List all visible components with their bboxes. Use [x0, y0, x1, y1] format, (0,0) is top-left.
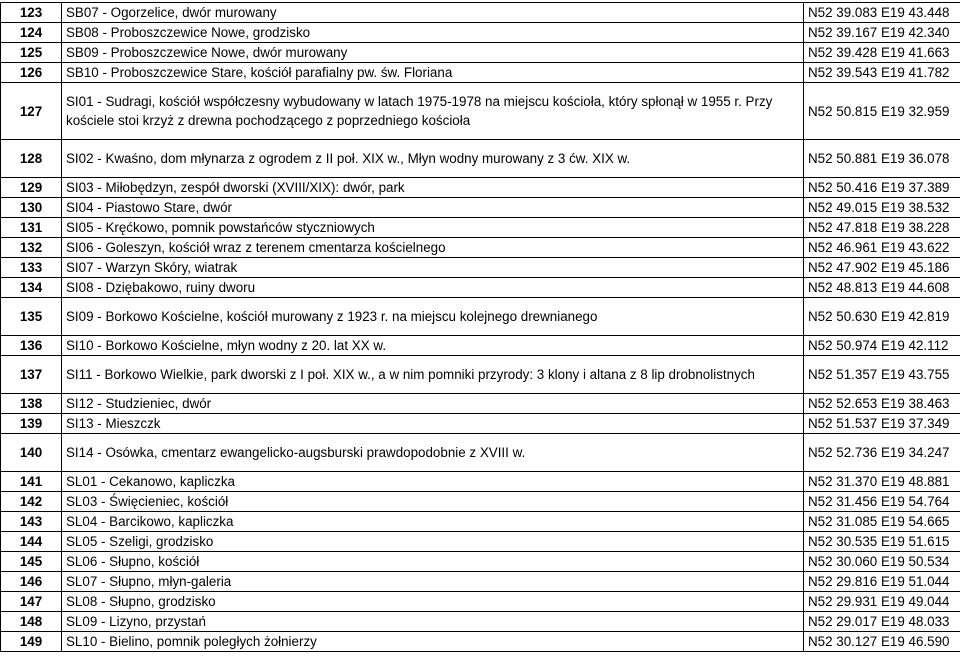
description-cell: SI08 - Dziębakowo, ruiny dworu: [62, 278, 804, 298]
table-row: [1, 552, 960, 572]
coordinates-cell: N52 47.818 E19 38.228: [804, 218, 960, 238]
coordinates-cell: N52 39.167 E19 42.340: [804, 23, 960, 43]
row-number-cell: 141: [1, 472, 62, 492]
table-row: [1, 3, 960, 23]
description-cell: SL03 - Święcieniec, kościół: [62, 492, 804, 512]
table-row: [1, 83, 960, 140]
description-cell: SI12 - Studzieniec, dwór: [62, 394, 804, 414]
table-row: [1, 298, 960, 336]
coordinates-cell: N52 50.815 E19 32.959: [804, 83, 960, 140]
coordinates-cell: N52 50.881 E19 36.078: [804, 140, 960, 178]
row-number-cell: 142: [1, 492, 62, 512]
coordinates-cell: N52 29.017 E19 48.033: [804, 612, 960, 632]
table-row: [1, 23, 960, 43]
description-cell: SL09 - Lizyno, przystań: [62, 612, 804, 632]
coordinates-cell: N52 30.127 E19 46.590: [804, 632, 960, 652]
description-cell: SL01 - Cekanowo, kapliczka: [62, 472, 804, 492]
table-row: [1, 414, 960, 434]
description-cell: SB10 - Proboszczewice Stare, kościół parafialny pw. św. Floriana: [62, 63, 804, 83]
description-cell: SB07 - Ogorzelice, dwór murowany: [62, 3, 804, 23]
description-cell: SL08 - Słupno, grodzisko: [62, 592, 804, 612]
row-number-cell: 128: [1, 140, 62, 178]
coordinates-cell: N52 50.630 E19 42.819: [804, 298, 960, 336]
description-cell: SI03 - Miłobędzyn, zespół dworski (XVIII/XIX): dwór, park: [62, 178, 804, 198]
table-body: [1, 3, 960, 652]
description-cell: SI09 - Borkowo Kościelne, kościół murowany z 1923 r. na miejscu kolejnego drewnianego: [62, 298, 804, 336]
row-number-cell: 145: [1, 552, 62, 572]
row-number-cell: 148: [1, 612, 62, 632]
row-number-cell: 124: [1, 23, 62, 43]
coordinates-cell: N52 51.537 E19 37.349: [804, 414, 960, 434]
table-row: [1, 572, 960, 592]
coordinates-cell: N52 39.543 E19 41.782: [804, 63, 960, 83]
coordinates-cell: N52 50.416 E19 37.389: [804, 178, 960, 198]
row-number-cell: 133: [1, 258, 62, 278]
coordinates-cell: N52 50.974 E19 42.112: [804, 336, 960, 356]
coordinates-cell: N52 29.931 E19 49.044: [804, 592, 960, 612]
description-cell: SL04 - Barcikowo, kapliczka: [62, 512, 804, 532]
table-row: [1, 632, 960, 652]
row-number-cell: 137: [1, 356, 62, 394]
description-cell: SB09 - Proboszczewice Nowe, dwór murowany: [62, 43, 804, 63]
coordinates-cell: N52 31.085 E19 54.665: [804, 512, 960, 532]
coordinates-cell: N52 39.428 E19 41.663: [804, 43, 960, 63]
row-number-cell: 126: [1, 63, 62, 83]
table-row: [1, 532, 960, 552]
coordinates-cell: N52 52.653 E19 38.463: [804, 394, 960, 414]
description-cell: SL06 - Słupno, kościół: [62, 552, 804, 572]
description-cell: SI01 - Sudragi, kościół współczesny wybudowany w latach 1975-1978 na miejscu kościoła, który spłonął w 1955 r. Przy kościele stoi krzyż z drewna pochodzącego z poprzedniego kościoła: [62, 83, 804, 140]
description-cell: SL10 - Bielino, pomnik poległych żołnierzy: [62, 632, 804, 652]
row-number-cell: 138: [1, 394, 62, 414]
coordinates-cell: N52 31.370 E19 48.881: [804, 472, 960, 492]
description-cell: SI06 - Goleszyn, kościół wraz z terenem cmentarza kościelnego: [62, 238, 804, 258]
coordinates-cell: N52 30.535 E19 51.615: [804, 532, 960, 552]
row-number-cell: 129: [1, 178, 62, 198]
row-number-cell: 123: [1, 3, 62, 23]
monument-table: [0, 2, 960, 652]
description-cell: SI11 - Borkowo Wielkie, park dworski z I poł. XIX w., a w nim pomniki przyrody: 3 klony i altana z 8 lip drobnolistnych: [62, 356, 804, 394]
coordinates-cell: N52 29.816 E19 51.044: [804, 572, 960, 592]
table-row: [1, 592, 960, 612]
coordinates-cell: N52 46.961 E19 43.622: [804, 238, 960, 258]
row-number-cell: 143: [1, 512, 62, 532]
coordinates-cell: N52 49.015 E19 38.532: [804, 198, 960, 218]
description-cell: SI07 - Warzyn Skóry, wiatrak: [62, 258, 804, 278]
row-number-cell: 136: [1, 336, 62, 356]
row-number-cell: 146: [1, 572, 62, 592]
description-cell: SL07 - Słupno, młyn-galeria: [62, 572, 804, 592]
table-row: [1, 218, 960, 238]
table-row: [1, 356, 960, 394]
table-row: [1, 198, 960, 218]
row-number-cell: 144: [1, 532, 62, 552]
table-row: [1, 492, 960, 512]
description-cell: SB08 - Proboszczewice Nowe, grodzisko: [62, 23, 804, 43]
row-number-cell: 127: [1, 83, 62, 140]
table-row: [1, 336, 960, 356]
table-row: [1, 238, 960, 258]
description-cell: SL05 - Szeligi, grodzisko: [62, 532, 804, 552]
row-number-cell: 139: [1, 414, 62, 434]
table-row: [1, 178, 960, 198]
row-number-cell: 134: [1, 278, 62, 298]
table-row: [1, 472, 960, 492]
row-number-cell: 125: [1, 43, 62, 63]
row-number-cell: 149: [1, 632, 62, 652]
row-number-cell: 140: [1, 434, 62, 472]
table-row: [1, 512, 960, 532]
coordinates-cell: N52 30.060 E19 50.534: [804, 552, 960, 572]
table-row: [1, 63, 960, 83]
coordinates-cell: N52 31.456 E19 54.764: [804, 492, 960, 512]
coordinates-cell: N52 51.357 E19 43.755: [804, 356, 960, 394]
description-cell: SI14 - Osówka, cmentarz ewangelicko-augsburski prawdopodobnie z XVIII w.: [62, 434, 804, 472]
coordinates-cell: N52 47.902 E19 45.186: [804, 258, 960, 278]
table-row: [1, 394, 960, 414]
description-cell: SI13 - Mieszczk: [62, 414, 804, 434]
table-row: [1, 434, 960, 472]
coordinates-cell: N52 39.083 E19 43.448: [804, 3, 960, 23]
description-cell: SI05 - Kręćkowo, pomnik powstańców styczniowych: [62, 218, 804, 238]
table-row: [1, 140, 960, 178]
row-number-cell: 130: [1, 198, 62, 218]
description-cell: SI02 - Kwaśno, dom młynarza z ogrodem z II poł. XIX w., Młyn wodny murowany z 3 ćw. XIX w.: [62, 140, 804, 178]
row-number-cell: 147: [1, 592, 62, 612]
row-number-cell: 131: [1, 218, 62, 238]
description-cell: SI10 - Borkowo Kościelne, młyn wodny z 20. lat XX w.: [62, 336, 804, 356]
row-number-cell: 132: [1, 238, 62, 258]
coordinates-cell: N52 52.736 E19 34.247: [804, 434, 960, 472]
table-row: [1, 278, 960, 298]
coordinates-cell: N52 48.813 E19 44.608: [804, 278, 960, 298]
table-row: [1, 612, 960, 632]
row-number-cell: 135: [1, 298, 62, 336]
table-row: [1, 258, 960, 278]
description-cell: SI04 - Piastowo Stare, dwór: [62, 198, 804, 218]
table-row: [1, 43, 960, 63]
